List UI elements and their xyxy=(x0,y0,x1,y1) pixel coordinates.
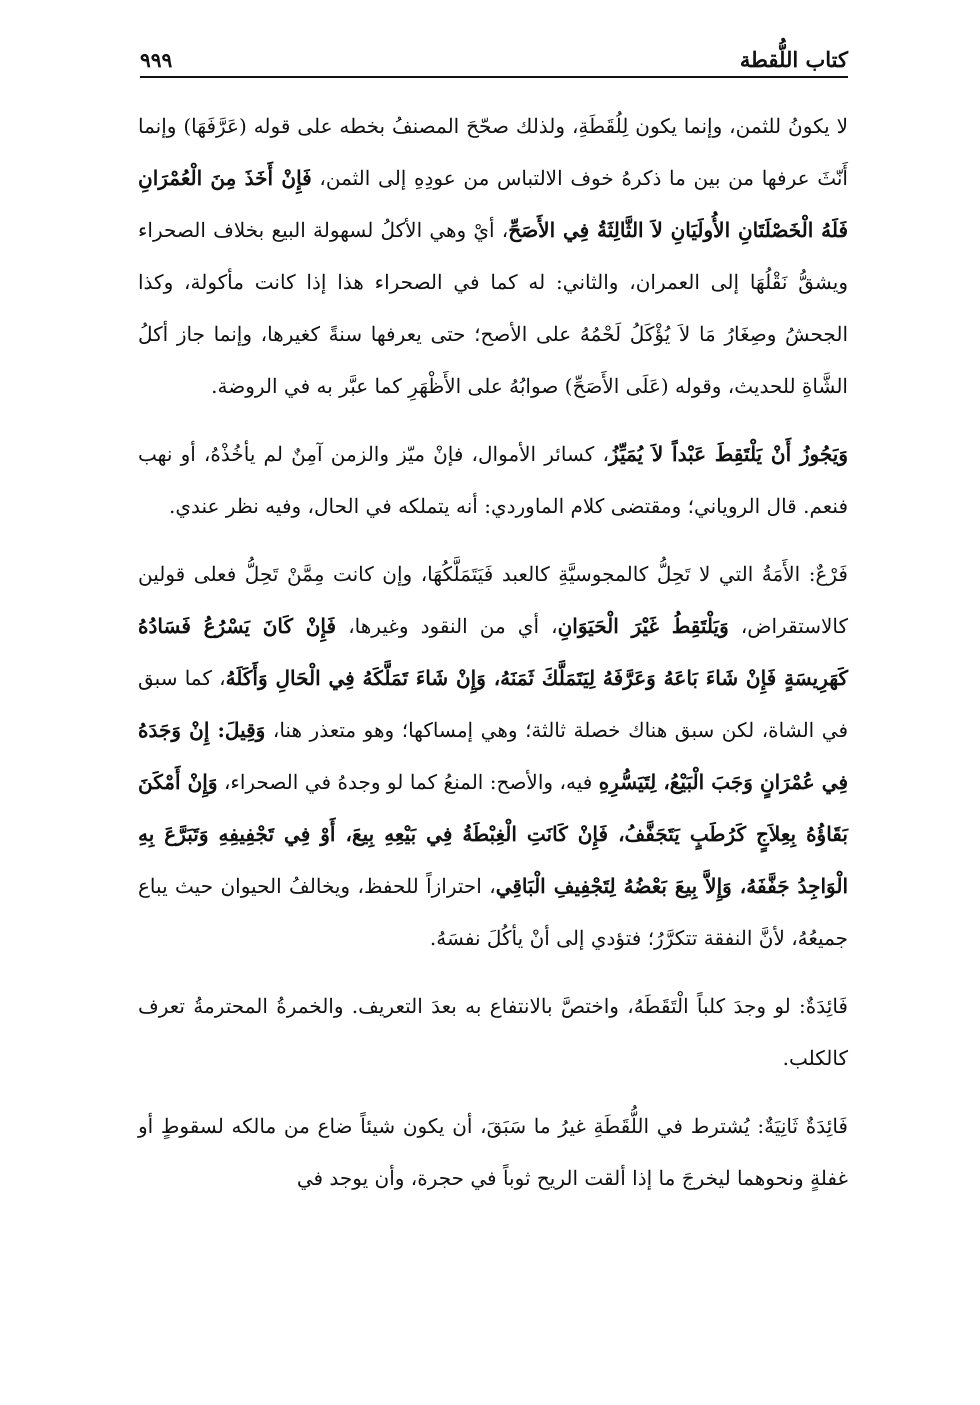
paragraph-text: فَرْعٌ: الأَمَةُ التي لا تَحِلُّ كالمجوسيَّةِ كالعبد فَيَتَمَلَّكُهَا، وإن كانت مِمَّنْ تَحِلُّ فعلى قولين كالاستقراض، xyxy=(138,562,849,638)
paragraph-text: ، كما سبق في الشاة، لكن سبق هناك خصلة ثالثة؛ وهي إمساكها؛ وهو متعذر هنا، xyxy=(138,666,848,742)
paragraph xyxy=(138,548,848,964)
page-number: ٩٩٩ xyxy=(140,48,173,72)
paragraph-text: ، أيْ وهي الأكلُ لسهولة البيع بخلاف الصحراء ويشقُّ نَقْلُهَا إلى العمران، والثاني: له كما في الصحراء هذا إذا كانت مأكولة، وكذا الجحشُ وصِغَارُ مَا لاَ يُؤْكَلُ لَحْمُهُ على الأصح؛ حتى يعرفها سنةً كغيرها، وإنما جاز أكلُ الشَّاةِ للحديث، وقوله (عَلَى الأَصَحِّ) صوابُهُ على الأَظْهَرِ كما عبَّر به في الروضة. xyxy=(138,218,848,398)
paragraph-text: ، أي من النقود وغيرها، xyxy=(336,614,558,638)
paragraph-text: فَائِدَةٌ ثَانِيَةٌ: يُشترط في اللُّقَطَةِ غيرُ ما سَبَقَ، أن يكون شيئاً ضاع من مالكه لسقوطٍ أو غفلةٍ ونحوهما ليخرجَ ما إذا ألقت الريح ثوباً في حجرة، وأن يوجد في xyxy=(138,1114,848,1190)
paragraph-text: فيه، والأصح: المنعُ كما لو وجدهُ في الصحراء، xyxy=(217,770,599,794)
paragraph-text: ، كسائر الأموال، فإنْ ميّز والزمن آمِنٌ لم يأخُذْهُ، أو نهب فنعم. قال الروياني؛ ومقتضى كلام الماوردي: أنه يتملكه في الحال، وفيه نظر عندي. xyxy=(138,442,848,518)
matn-text: فَإِنْ كَانَ يَسْرُعُ فَسَادُهُ كَهَرِيسَةٍ فَإِنْ شَاءَ بَاعَهُ وَعَرَّفَهُ لِيَتَمَلَّكَ ثَمَنَهُ، وَإِنْ شَاءَ تَمَلَّكَهُ فِي الْحَالِ وَأَكَلَهُ xyxy=(138,614,848,690)
book-title: كتاب اللُّقطة xyxy=(739,47,848,72)
paragraph-text: ، احترازاً للحفظ، ويخالفُ الحيوان حيث يباع جميعُهُ، لأنَّ النفقة تتكرَّرُ؛ فتؤدي إلى أنْ يأكُلَ نفسَهُ. xyxy=(138,874,848,950)
paragraph-text: لا يكونُ للثمن، وإنما يكون لِلُقَطَةِ، ولذلك صحّحَ المصنفُ بخطه على قوله (عَرَّفَهَا) وإنما أَنّثَ عرفها من بين ما ذكرهُ خوف الالتباس من عودِهِ إلى الثمن، xyxy=(138,114,848,190)
body-text xyxy=(138,100,848,1220)
paragraph-text: فَائِدَةٌ: لو وجدَ كلباً الْتَقَطَهُ، واختصَّ بالانتفاع به بعدَ التعريف. والخمرةُ المحترمةُ تعرف كالكلب. xyxy=(138,994,848,1070)
paragraph xyxy=(138,100,848,412)
matn-text: وَيَجُوزُ أَنْ يَلْتَقِطَ عَبْداً لاَ يُمَيِّزُ xyxy=(608,442,848,466)
paragraph xyxy=(138,1100,848,1204)
matn-text: وَيَلْتَقِطُ غَيْرَ الْحَيَوَانِ xyxy=(557,614,729,638)
matn-text: وَإِنْ أَمْكَنَ بَقَاؤُهُ بِعِلاَجٍ كَرُطَبٍ يَتَجَفَّفُ، فَإِنْ كَانَتِ الْغِبْطَةُ فِي بَيْعِهِ بِيعَ، أَوْ فِي تَجْفِيفِهِ وَتَبَرَّعَ بِهِ الْوَاجِدُ جَفَّفَهُ، وَإِلاَّ بِيعَ بَعْضُهُ لِتَجْفِيفِ الْبَاقِي xyxy=(138,770,848,898)
page-header xyxy=(140,40,848,78)
paragraph xyxy=(138,980,848,1084)
matn-text: وَقِيلَ: إِنْ وَجَدَهُ فِي عُمْرَانٍ وَجَبَ الْبَيْعُ، لِتَيَسُّرِهِ xyxy=(138,718,849,794)
matn-text: فَإِنْ أَخَذَ مِنَ الْعُمْرَانِ فَلَهُ الْخَصْلَتَانِ الأُولَيَانِ لاَ الثَّالِثَةُ فِي الأَصَحِّ xyxy=(138,166,848,242)
paragraph xyxy=(138,428,848,532)
